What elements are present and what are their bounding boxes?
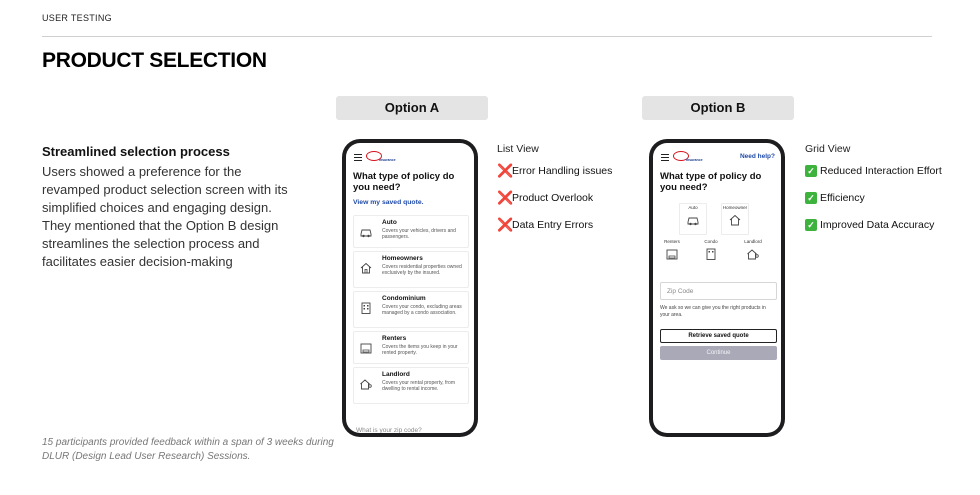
research-footnote: 15 participants provided feedback within a span of 3 weeks during DLUR (Design Lead User Research) Sessions. <box>42 437 334 462</box>
house-icon <box>359 261 373 275</box>
need-help-link[interactable]: Need help? <box>739 153 775 160</box>
policy-description: Covers your vehicles, drivers and passengers. <box>382 228 456 241</box>
grid-tile-homeowner[interactable]: Homeowner <box>723 205 747 235</box>
view-title: List View <box>497 143 539 155</box>
grid-view-findings <box>805 143 942 246</box>
hamburger-menu-icon[interactable] <box>354 154 362 162</box>
policy-title: Condominium <box>382 295 426 302</box>
grid-tile-condo[interactable]: Condo <box>699 239 723 269</box>
landlord-icon <box>746 247 760 261</box>
retrieve-saved-quote-button[interactable]: Retrieve saved quote <box>660 329 777 343</box>
phone-header <box>659 151 775 165</box>
summary-body: Users showed a preference for the revamped product selection screen with its simplified choices and engaging design. They mentioned that the Option B design streamlines the selection process and facilitates easier decision-making <box>42 164 288 269</box>
policy-card-auto[interactable] <box>353 215 469 248</box>
policy-title: Auto <box>382 219 397 226</box>
view-title: Grid View <box>805 143 851 155</box>
grid-tile-renters[interactable]: Renters <box>660 239 684 269</box>
brand-logo-icon: Insurance <box>366 151 392 163</box>
section-eyebrow: USER TESTING <box>42 13 112 23</box>
policy-description: Covers residential properties owned exclusively by the insured. <box>382 264 462 277</box>
car-icon <box>686 213 700 227</box>
phone-mockup-option-a <box>342 139 478 437</box>
summary-block <box>42 144 292 271</box>
finding-item: ❌ Product Overlook <box>497 190 594 205</box>
finding-item: ❌ Data Entry Errors <box>497 217 594 232</box>
landlord-icon <box>359 377 373 391</box>
policy-title: Homeowners <box>382 255 423 262</box>
finding-item: ✓ Reduced Interaction Effort <box>805 165 942 192</box>
phone-mockup-option-b <box>649 139 785 437</box>
finding-item: ❌ Error Handling issues <box>497 163 613 178</box>
continue-button[interactable]: Continue <box>660 346 777 360</box>
policy-title: Landlord <box>382 371 410 378</box>
policy-list <box>353 215 469 407</box>
phone-header <box>352 151 468 165</box>
policy-card-landlord[interactable] <box>353 367 469 404</box>
cross-icon: ❌ <box>497 190 514 205</box>
zip-code-prompt: What is your zip code? <box>356 427 422 433</box>
policy-card-condominium[interactable] <box>353 291 469 328</box>
zip-code-input[interactable]: Zip Code <box>660 282 777 300</box>
policy-description: Covers your rental property, from dwelling to rental income. <box>382 380 455 393</box>
brand-logo-icon: Insurance <box>673 151 699 163</box>
building-icon <box>359 301 373 315</box>
zip-help-text: We ask so we can give you the right products in your area. <box>660 305 766 318</box>
option-b-label: Option B <box>642 96 794 120</box>
grid-tile-auto[interactable]: Auto <box>681 205 705 235</box>
policy-title: Renters <box>382 335 407 342</box>
phone-screen <box>346 143 474 433</box>
page-title: PRODUCT SELECTION <box>42 49 267 72</box>
policy-card-homeowners[interactable] <box>353 251 469 288</box>
cross-icon: ❌ <box>497 163 514 178</box>
policy-card-renters[interactable] <box>353 331 469 364</box>
check-icon: ✓ <box>805 165 817 177</box>
policy-description: Covers the items you keep in your rented property. <box>382 344 458 357</box>
divider <box>42 36 932 37</box>
finding-item: ✓ Improved Data Accuracy <box>805 219 942 246</box>
phone-screen <box>653 143 781 433</box>
policy-grid <box>661 203 779 273</box>
policy-question-heading: What type of policy do you need? <box>353 171 455 193</box>
grid-tile-landlord[interactable]: Landlord <box>741 239 765 269</box>
sofa-icon <box>359 341 373 355</box>
list-view-findings <box>497 143 612 246</box>
cross-icon: ❌ <box>497 217 514 232</box>
policy-description: Covers your condo, excluding areas managed by a condo association. <box>382 304 462 317</box>
policy-question-heading: What type of policy do you need? <box>660 171 762 193</box>
option-a-label: Option A <box>336 96 488 120</box>
view-saved-quote-link[interactable]: View my saved quote. <box>353 199 424 206</box>
hamburger-menu-icon[interactable] <box>661 154 669 162</box>
sofa-icon <box>665 247 679 261</box>
check-icon: ✓ <box>805 192 817 204</box>
car-icon <box>359 225 373 239</box>
house-icon <box>728 213 742 227</box>
check-icon: ✓ <box>805 219 817 231</box>
finding-item: ✓ Efficiency <box>805 192 942 219</box>
building-icon <box>704 247 718 261</box>
summary-heading: Streamlined selection process <box>42 144 230 159</box>
